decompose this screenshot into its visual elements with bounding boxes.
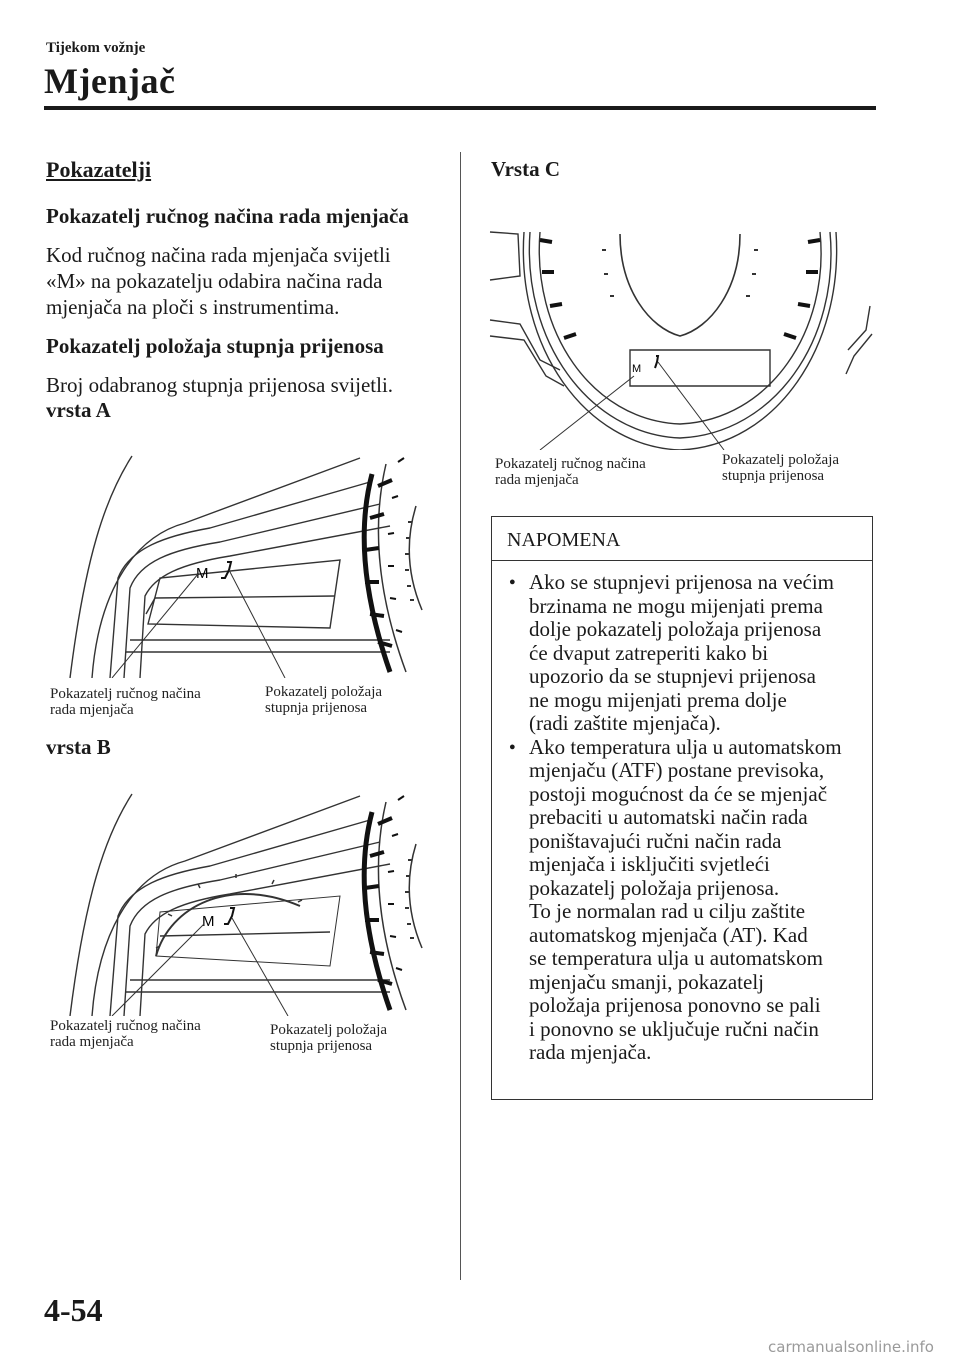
gear-position-heading: Pokazatelj položaja stupnja prijenosa bbox=[46, 334, 384, 358]
instrument-panel-illustration-a bbox=[60, 438, 440, 678]
note-line: prebaciti u automatski način rada bbox=[529, 805, 808, 829]
note-line: automatskog mjenjača (AT). Kad bbox=[529, 922, 808, 947]
note-line: ● Ako se stupnjevi prijenosa na većim bbox=[529, 570, 835, 594]
caption-line: Pokazatelj ručnog načina bbox=[50, 1018, 201, 1034]
note-item bbox=[509, 571, 864, 736]
caption-line: Pokazatelj položaja bbox=[265, 684, 383, 700]
caption-line: Pokazatelj ručnog načina bbox=[50, 686, 201, 702]
caption-line: stupnja prijenosa bbox=[722, 468, 825, 484]
note-line: ● Ako temperatura ulja u automatskom bbox=[529, 734, 842, 759]
note-line: mjenjaču smanji, pokazatelj bbox=[529, 969, 764, 994]
watermark: carmanualsonline.info bbox=[768, 1338, 934, 1356]
page-title: Mjenjač bbox=[44, 61, 176, 101]
type-a-label: vrsta A bbox=[46, 398, 111, 422]
note-box bbox=[491, 516, 873, 1100]
note-line: upozorio da se stupnjevi prijenosa bbox=[529, 664, 816, 688]
note-heading: NAPOMENA bbox=[492, 517, 872, 561]
note-line: rada mjenjača. bbox=[529, 1040, 652, 1064]
gear-position-caption-b bbox=[270, 1022, 387, 1054]
title-rule bbox=[44, 106, 876, 110]
note-line: dolje pokazatelj položaja prijenosa bbox=[529, 617, 822, 641]
gauge-letter: M bbox=[202, 913, 215, 930]
gear-position-caption-c bbox=[722, 452, 839, 484]
gear-position-caption-a bbox=[265, 684, 382, 716]
indicators-heading: Pokazatelji bbox=[46, 157, 152, 182]
paragraph-line: Kod ručnog načina rada mjenjača svijetli bbox=[46, 243, 391, 267]
caption-line: Pokazatelj ručnog načina bbox=[495, 456, 646, 472]
note-line: ne mogu mijenjati prema dolje bbox=[529, 687, 787, 712]
note-line: brzinama ne mogu mijenjati prema bbox=[529, 593, 823, 618]
gear-position-paragraph: Broj odabranog stupnja prijenosa svijetli. bbox=[46, 373, 394, 397]
paragraph-line: «M» na pokazatelju odabira načina rada bbox=[46, 269, 383, 293]
figure-type-a bbox=[60, 438, 440, 678]
instrument-panel-illustration-c bbox=[480, 210, 880, 450]
manual-mode-indicator-caption-c bbox=[495, 456, 646, 488]
caption-line: rada mjenjača bbox=[50, 702, 134, 718]
note-list bbox=[492, 561, 872, 1065]
column-divider bbox=[460, 152, 461, 1280]
type-c-label: Vrsta C bbox=[491, 157, 561, 181]
manual-mode-indicator-heading: Pokazatelj ručnog načina rada mjenjača bbox=[46, 204, 409, 228]
manual-mode-indicator-caption-a bbox=[50, 686, 201, 718]
instrument-panel-illustration-b bbox=[60, 776, 440, 1016]
section-label: Tijekom vožnje bbox=[46, 40, 146, 56]
page-number: 4-54 bbox=[44, 1292, 103, 1328]
type-b-label: vrsta B bbox=[46, 735, 111, 759]
caption-line: Pokazatelj položaja bbox=[722, 452, 840, 468]
note-line: mjenjaču (ATF) postane previsoka, bbox=[529, 758, 825, 782]
caption-line: rada mjenjača bbox=[495, 472, 579, 488]
gauge-letter: M bbox=[196, 565, 209, 582]
manual-mode-paragraph bbox=[46, 242, 456, 320]
note-line: će dvaput zatreperiti kako bi bbox=[529, 640, 769, 665]
paragraph-line: mjenjača na ploči s instrumentima. bbox=[46, 295, 340, 319]
caption-line: rada mjenjača bbox=[50, 1034, 134, 1050]
note-line: To je normalan rad u cilju zaštite bbox=[529, 899, 806, 923]
note-line: poništavajući ručni način rada bbox=[529, 828, 782, 853]
note-line: postoji mogućnost da će se mjenjač bbox=[529, 781, 828, 806]
figure-type-b bbox=[60, 776, 440, 1016]
gauge-letter: M bbox=[632, 363, 642, 375]
note-line: pokazatelj položaja prijenosa. bbox=[529, 875, 780, 900]
figure-type-c bbox=[480, 210, 880, 450]
note-line: i ponovno se uključuje ručni način bbox=[529, 1016, 819, 1041]
caption-line: stupnja prijenosa bbox=[265, 700, 368, 716]
manual-mode-indicator-caption-b bbox=[50, 1018, 201, 1050]
caption-line: Pokazatelj položaja bbox=[270, 1022, 388, 1038]
note-line: (radi zaštite mjenjača). bbox=[529, 711, 721, 735]
note-line: se temperatura ulja u automatskom bbox=[529, 946, 823, 970]
caption-line: stupnja prijenosa bbox=[270, 1038, 373, 1054]
note-line: položaja prijenosa ponovno se pali bbox=[529, 993, 821, 1017]
note-item bbox=[509, 736, 864, 1065]
note-line: mjenjača i isključiti svjetleći bbox=[529, 852, 770, 876]
